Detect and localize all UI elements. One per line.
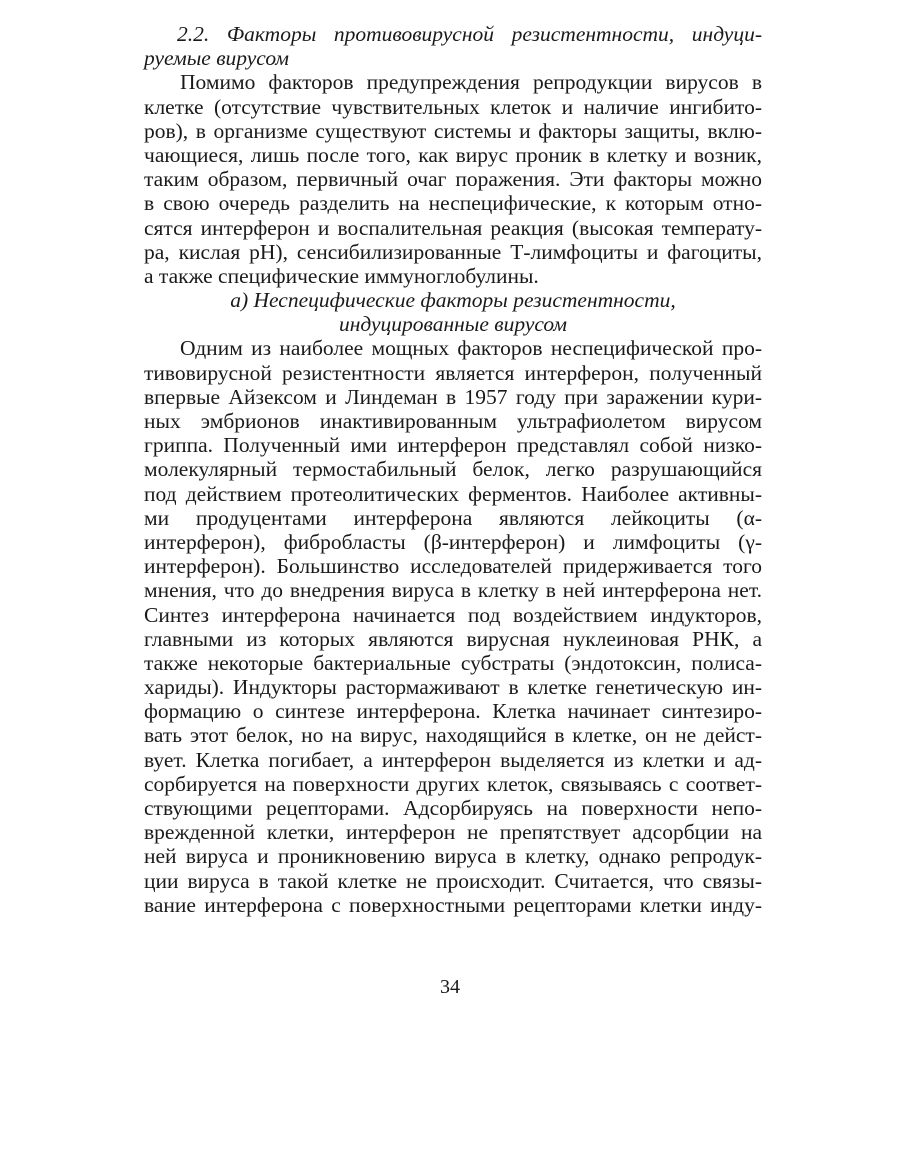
text-line: врежденной клетки, интерферон не препятствует адсорбции на [144, 820, 762, 845]
text-line: формацию о синтезе интерферона. Клетка начинает синтезиро- [144, 699, 762, 724]
text-line: клетке (отсутствие чувствительных клеток и наличие ингибито- [144, 94, 762, 119]
section-heading [144, 22, 762, 70]
text-line: впервые Айзексом и Линдеман в 1957 году при заражении кури- [144, 384, 762, 409]
text-line: вать этот белок, но на вирус, находящийся в клетке, он не дейст- [144, 723, 762, 748]
text-line: также некоторые бактериальные субстраты (эндотоксин, полиса- [144, 650, 762, 675]
text-line: ции вируса в такой клетке не происходит. Считается, что связы- [144, 868, 762, 893]
text-line: а также специфические иммуноглобулины. [144, 263, 539, 288]
text-line: чающиеся, лишь после того, как вирус проник в клетку и возник, [144, 142, 762, 167]
text-line: ствующими рецепторами. Адсорбируясь на поверхности непо- [144, 796, 762, 820]
subheading-line: а) Неспецифические факторы резистентности, [230, 288, 676, 313]
text-line: интерферон). Большинство исследователей придерживается того [144, 554, 762, 579]
text-line: интерферон), фибробласты (β-интерферон) и лимфоциты (γ- [144, 529, 762, 554]
text-line: хариды). Индукторы растормаживают в клетке генетическую ин- [144, 675, 762, 700]
text-line: сятся интерферон и воспалительная реакция (высокая температу- [144, 215, 762, 240]
page-number: 34 [440, 976, 460, 998]
paragraph [144, 336, 762, 917]
text-line: вует. Клетка погибает, а интерферон выделяется из клетки и ад- [144, 747, 762, 772]
text-line: ми продуцентами интерферона являются лейкоциты (α- [144, 505, 762, 530]
text-line: молекулярный термостабильный белок, легко разрушающийся [144, 457, 762, 482]
subsection-heading [144, 288, 762, 336]
text-line: ней вируса и проникновению вируса в клетку, однако репродук- [144, 844, 762, 869]
text-line: вание интерферона с поверхностными рецепторами клетки инду- [144, 892, 762, 917]
paragraph [144, 70, 762, 288]
text-line: Одним из наиболее мощных факторов неспецифической про- [180, 336, 762, 361]
text-line: главными из которых являются вирусная нуклеиновая РНК, а [144, 626, 762, 651]
heading-line: 2.2. Факторы противовирусной резистентности, индуци- [177, 22, 762, 46]
text-line: под действием протеолитических ферментов. Наиболее активны- [144, 481, 762, 506]
text-line: ра, кислая pH), сенсибилизированные Т-лимфоциты и фагоциты, [144, 239, 762, 264]
text-line: мнения, что до внедрения вируса в клетку в ней интерферона нет. [144, 578, 762, 603]
subheading-line: индуцированные вирусом [338, 312, 568, 337]
text-line: ных эмбрионов инактивированным ультрафиолетом вирусом [144, 409, 762, 433]
text-line: гриппа. Полученный ими интерферон представлял собой низко- [144, 433, 762, 458]
text-line: ров), в организме существуют системы и факторы защиты, вклю- [144, 118, 762, 143]
text-line: Синтез интерферона начинается под воздействием индукторов, [144, 602, 762, 627]
heading-line: руемые вирусом [144, 46, 289, 71]
text-line: тивовирусной резистентности является интерферон, полученный [144, 360, 762, 385]
page-body [144, 22, 762, 917]
text-line: таким образом, первичный очаг поражения. Эти факторы можно [144, 167, 762, 192]
text-line: сорбируется на поверхности других клеток, связываясь с соответ- [144, 771, 762, 796]
text-line: в свою очередь разделить на неспецифические, к которым отно- [144, 191, 762, 216]
text-line: Помимо факторов предупреждения репродукции вирусов в [180, 70, 762, 95]
